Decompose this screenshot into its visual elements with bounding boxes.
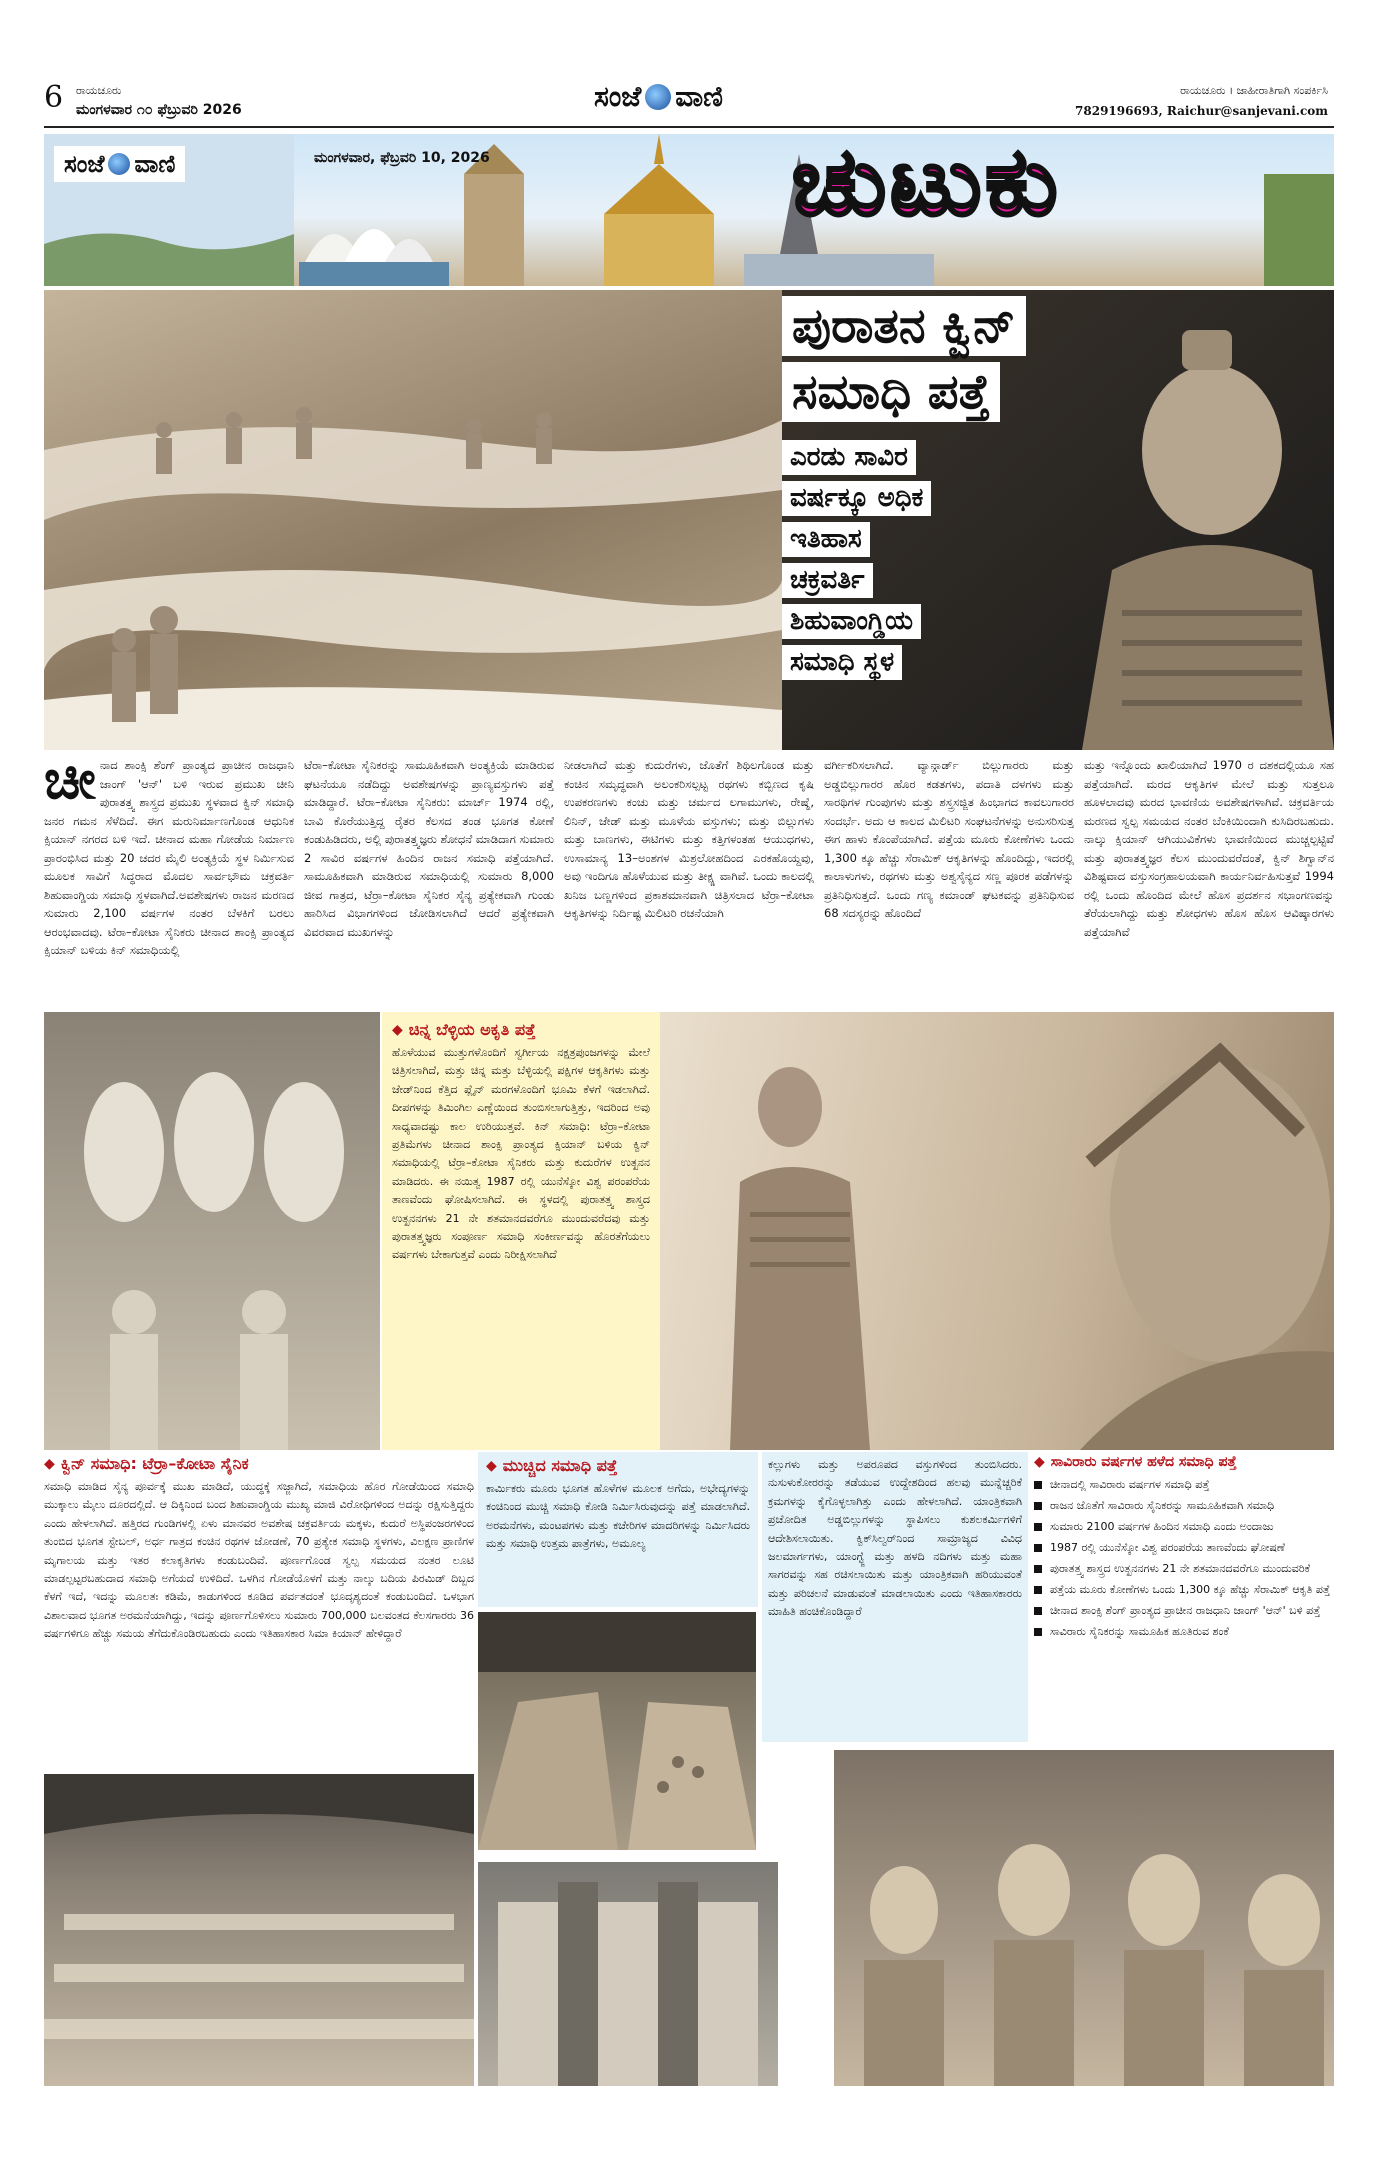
article-column-4: ವರ್ಗೀಕರಿಸಲಾಗಿದೆ. ವ್ಯಾನ್ಗಾರ್ಡ್ ಬಿಲ್ಲುಗಾರರು ಮತ್ತು ಅಡ್ಡಬಿಲ್ಲುಗಾರರ ಹೊರ ಕಡತಗಳು, ಪದಾತಿ ದಳಗಳು ಮತ್ತು ಸಾರಥಿಗಳ ಗುಂಪುಗಳು ಮತ್ತು ಶಸ್ತ್ರಸಜ್ಜಿತ ಹಿಂಭಾಗದ ಕಾವಲುಗಾರರ ಸಂದರ್ಭೆ. ಅದು ಆ ಕಾಲದ ಮಿಲಿಟರಿ ಸಂಘಟನೆಗಳನ್ನು ಅನುಸರಿಸುತ್ತ ಈಗ ಹಾಳು ಕೊಂಪೆಯಾಗಿದೆ. ಪತ್ತೆಯ ಮೂರು ಕೋಣೆಗಳು ಒಂದು 1,300 ಕ್ಕೂ ಹೆಚ್ಚು ಸೆರಾಮಿಕ್ ಆಕೃತಿಗಳನ್ನು ಹೊಂದಿದ್ದು, ಇದರಲ್ಲಿ ಕಾಲಾಳುಗಳು, ರಥಗಳು ಮತ್ತು ಅಶ್ವಸೈನ್ಯದ ಸಣ್ಣ ಪೂರಕ ಪಡೆಗಳನ್ನು ಪ್ರತಿನಿಧಿಸುತ್ತದೆ. ಒಂದು ಗಣ್ಯ ಕಮಾಂಡ್ ಘಟಕವನ್ನು ಪ್ರತಿನಿಧಿಸುವ 68 ಸದಸ್ಯರನ್ನು ಹೊಂದಿದೆ (824, 758, 1074, 920)
facts-box (1034, 1452, 1334, 1742)
small-find-heading-text: ಚಿನ್ನ ಬೆಳ್ಳಿಯ ಅಕೃತಿ ಪತ್ತೆ (408, 1020, 536, 1039)
list-item (1034, 1518, 1334, 1535)
globe-icon (645, 84, 671, 110)
banner-collage (44, 134, 1334, 286)
list-item (1034, 1476, 1334, 1493)
banner-logo-right: ವಾಣಿ (134, 150, 176, 178)
museum-hall-photo (44, 1774, 474, 2086)
drop-cap: ಚೀ (44, 756, 96, 811)
list-item (1034, 1581, 1334, 1598)
excavation-pit-photo (44, 290, 782, 750)
subtitle-line: ವರ್ಷಕ್ಕೂ ಅಧಿಕ (782, 481, 931, 516)
logo-text-left: ಸಂಜೆ (594, 80, 642, 113)
headline-title (782, 296, 1026, 356)
square-bullet-icon (1034, 1481, 1042, 1489)
list-item (1034, 1623, 1334, 1640)
army-rows-photo (478, 1862, 778, 2086)
banner-date: ಮಂಗಳವಾರ, ಫೆಬ್ರವರಿ 10, 2026 (314, 150, 490, 166)
square-bullet-icon (1034, 1607, 1042, 1615)
square-bullet-icon (1034, 1502, 1042, 1510)
diamond-bullet-icon: ◆ (1034, 1454, 1045, 1470)
article-col1-text: ನಾದ ಶಾಂಕ್ಸಿ ಶೆಂಗ್ ಪ್ರಾಂತ್ಯದ ಪ್ರಾಚೀನ ರಾಜಧಾನಿ ಜಾಂಗ್ 'ಆನ್' ಬಳಿ ಇರುವ ಪ್ರಮುಖ ಚೀನಿ ಪುರಾತತ್ತ್ವ ಶಾಸ್ತ್ರದ ಪ್ರಮುಖ ಸ್ಥಳವಾದ ಕ್ವಿನ್ ಸಮಾಧಿ ಜನರ ಗಮನ ಸೆಳೆದಿದೆ. ಈಗ ಮರುನಿರ್ಮಾಣಗೊಂಡ ಆಧುನಿಕ ಕ್ಸಿಯಾನ್ ನಗರದ ಬಳಿ ಇದೆ. ಚೀನಾದ ಮಹಾ ಗೋಡೆಯ ನಿರ್ಮಾಣ ಪ್ರಾರಂಭಿಸಿದ ಮತ್ತು 20 ಚದರ ಮೈಲಿ ಅಂತ್ಯಕ್ರಿಯೆ ಸ್ಥಳ ನಿರ್ಮಿಸುವ ಮೂಲಕ ಸಾವಿಗೆ ಸಿದ್ಧರಾದ ಮೊದಲ ಸಾರ್ವಭೌಮ ಚಕ್ರವರ್ತಿ ಶಿಹುವಾಂಗ್ಡಿಯ ಸಮಾಧಿ ಸ್ಥಳವಾಗಿದೆ.ಅವಶೇಷಗಳು ರಾಜನ ಮರಣದ ಸುಮಾರು 2,100 ವರ್ಷಗಳ ನಂತರ ಬೆಳಕಿಗೆ ಬರಲು ಆರಂಭವಾದವು. ಟೆರಾ–ಕೋಟಾ ಸೈನಿಕರು ಚೀನಾದ ಶಾಂಕ್ಸಿ ಪ್ರಾಂತ್ಯದ ಕ್ಸಿಯಾನ್ ಬಳಿಯ ಕಿನ್ ಸಮಾಧಿಯಲ್ಲಿ (44, 758, 294, 957)
excavation-pit-image (44, 290, 782, 750)
article-column-3: ನೀಡಲಾಗಿದೆ ಮತ್ತು ಕುದುರೆಗಳು, ಜೊತೆಗೆ ಶಿಥಿಲಗೊಂಡ ಮತ್ತು ಕಂಚಿನ ಸಮೃದ್ಧವಾಗಿ ಅಲಂಕರಿಸಲ್ಪಟ್ಟ ರಥಗಳು ಕಬ್ಬಿಣದ ಕೃಷಿ ಉಪಕರಣಗಳು ಕಂಚು ಮತ್ತು ಚರ್ಮದ ಲಗಾಮುಗಳು, ರೇಷ್ಮೆ, ಲಿನಿನ್, ಜೇಡ್ ಮತ್ತು ಮೂಳೆಯ ವಸ್ತುಗಳು; ಮತ್ತು ಬಿಲ್ಲುಗಳು ಮತ್ತು ಬಾಣಗಳು, ಈಟಿಗಳು ಮತ್ತು ಕತ್ತಿಗಳಂತಹ ಆಯುಧಗಳು, ಉಸಾಮಾನ್ಯ 13–ಅಂಶಗಳ ಮಿಶ್ರಲೋಹದಿಂದ ಎರಕಹೊಯ್ದವು, ಅವು ಇಂದಿಗೂ ಹೊಳೆಯುವ ಮತ್ತು ತೀಕ್ಷ್ಣ ವಾಗಿವೆ. ಒಂದು ಕಾಲದಲ್ಲಿ ಖನಿಜ ಬಣ್ಣಗಳಿಂದ ಪ್ರಕಾಶಮಾನವಾಗಿ ಚಿತ್ರಿಸಲಾದ ಟೆರ್ರಾ–ಕೋಟಾ ಆಕೃತಿಗಳನ್ನು ನಿರ್ದಿಷ್ಟ ಮಿಲಿಟರಿ ರಚನೆಯಾಗಿ (564, 758, 814, 920)
headline-line-1: ಪುರಾತನ ಕ್ವಿನ್ (792, 298, 1016, 354)
warrior-heading (44, 1452, 474, 1478)
square-bullet-icon (1034, 1565, 1042, 1573)
kneeling-archer-image (660, 1012, 1334, 1450)
headline-line-2: ಸಮಾಧಿ ಪತ್ತೆ (792, 364, 991, 420)
horses-photo (44, 1012, 380, 1450)
subtitle-line: ಶಿಹುವಾಂಗ್ಡಿಯ (782, 604, 921, 639)
square-bullet-icon (1034, 1628, 1042, 1636)
article-column-2: ಟೆರಾ–ಕೋಟಾ ಸೈನಿಕರನ್ನು ಸಾಮೂಹಿಕವಾಗಿ ಅಂತ್ಯಕ್ರಿಯೆ ಮಾಡಿರುವ ಘಟನೆಯೂ ನಡೆದಿದ್ದು ಅವಶೇಷಗಳನ್ನು ಪ್ರಾಣ್ಯವಸ್ತುಗಳು ಪತ್ತೆ ಮಾಡಿದ್ದಾರೆ. ಟೆರಾ–ಕೋಟಾ ಸೈನಿಕರು: ಮಾರ್ಚ್ 1974 ರಲ್ಲಿ, ಬಾವಿ ಕೊರೆಯುತ್ತಿದ್ದ ರೈತರ ಕೆಲಸದ ತಂಡ ಭೂಗತ ಕೋಣೆ ಕಂಡುಹಿಡಿದರು, ಅಲ್ಲಿ ಪುರಾತತ್ತ್ವಜ್ಞರು ಶೋಧನೆ ಮಾಡಿದಾಗ ಸುಮಾರು 2 ಸಾವಿರ ವರ್ಷಗಳ ಹಿಂದಿನ ರಾಜನ ಸಮಾಧಿ ಪತ್ತೆಯಾಗಿದೆ. ಸಾಮೂಹಿಕವಾಗಿ ಮಾಡಿರುವ ಸಮಾಧಿಯಲ್ಲಿ ಸುಮಾರು 8,000 ಜೀವ ಗಾತ್ರದ, ಟೆರ್ರಾ–ಕೋಟಾ ಸೈನಿಕರ ಸೈನ್ಯ ಪ್ರತ್ಯೇಕವಾಗಿ ಗುಂಡು ಹಾರಿಸಿದ ವಿಭಾಗಗಳಿಂದ ಜೋಡಿಸಲಾಗಿದೆ ಆದರೆ ಪ್ರತ್ಯೇಕವಾಗಿ ವಿವರವಾದ ಮುಖಗಳನ್ನು (304, 758, 554, 939)
hidden-tomb-box (478, 1452, 758, 1607)
small-find-text: ಹೊಳೆಯುವ ಮುತ್ತುಗಳೊಂದಿಗೆ ಸ್ವರ್ಗೀಯ ನಕ್ಷತ್ರಪುಂಜಗಳನ್ನು ಮೇಲೆ ಚಿತ್ರಿಸಲಾಗಿದೆ, ಮತ್ತು ಚಿನ್ನ ಮತ್ತು ಬೆಳ್ಳಿಯಲ್ಲಿ ಪಕ್ಷಿಗಳ ಆಕೃತಿಗಳು ಮತ್ತು ಜೇಡ್‌ನಿಂದ ಕೆತ್ತಿದ ಪ್ಲೈನ್ ಮರಗಳೊಂದಿಗೆ ಭೂಮಿ ಕೆಳಗೆ ಇಡಲಾಗಿದೆ. ದೀಪಗಳನ್ನು ತಿಮಿಂಗಿಲ ಎಣ್ಣೆಯಿಂದ ತುಂಬಿಸಲಾಗುತ್ತಿತ್ತು, ಇದರಿಂದ ಅವು ಸಾಧ್ಯವಾದಷ್ಟು ಕಾಲ ಉರಿಯುತ್ತವೆ. ಕಿನ್ ಸಮಾಧಿ: ಟೆರ್ರಾ–ಕೋಟಾ ಪ್ರತಿಮೆಗಳು ಚೀನಾದ ಶಾಂಕ್ಸಿ ಪ್ರಾಂತ್ಯದ ಕ್ಸಿಯಾನ್ ಬಳಿಯ ಕ್ವಿನ್ ಸಮಾಧಿಯಲ್ಲಿ ಟೆರ್ರಾ–ಕೋಟಾ ಸೈನಿಕರು ಮತ್ತು ಕುದುರೆಗಳ ಉತ್ಖನನ ಮಾಡಿದರು. ಈ ನಯಿತ್ವ 1987 ರಲ್ಲಿ ಯುನೆಸ್ಕೋ ವಿಶ್ವ ಪರಂಪರೆಯ ತಾಣವೆಂದು ಘೋಷಿಸಲಾಗಿದೆ. ಈ ಸ್ಥಳದಲ್ಲಿ ಪುರಾತತ್ತ್ವ ಶಾಸ್ತ್ರದ ಉತ್ಖನನಗಳು 21 ನೇ ಶತಮಾನದವರೆಗೂ ಮುಂದುವರೆದವು ಮತ್ತು ಪುರಾತತ್ತ್ವಜ್ಞರು ಸಂಪೂರ್ಣ ಸಮಾಧಿ ಸಂಕೀರ್ಣವನ್ನು ಹೊರತೆಗೆಯಲು ವರ್ಷಗಳು ಬೇಕಾಗುತ್ತವೆ ಎಂದು ನಿರೀಕ್ಷಿಸಲಾಗಿದೆ (392, 1046, 650, 1262)
masthead-divider (44, 126, 1334, 128)
banner-logo (54, 146, 185, 182)
advert-contact-label: ರಾಯಚೂರು । ಜಾಹೀರಾತಿಗಾಗಿ ಸಂಪರ್ಕಿಸಿ (1180, 84, 1328, 97)
diamond-bullet-icon: ◆ (44, 1456, 55, 1472)
article-column-1 (44, 756, 294, 1008)
hidden-tomb-heading-text: ಮುಚ್ಚಿದ ಸಮಾಧಿ ಪತ್ತೆ (502, 1456, 618, 1475)
fact-text: ಚೀನಾದ ಶಾಂಕ್ಸಿ ಶೆಂಗ್ ಪ್ರಾಂತ್ಯದ ಪ್ರಾಚೀನ ರಾಜಧಾನಿ ಜಾಂಗ್ 'ಆನ್' ಬಳಿ ಪತ್ತೆ (1050, 1604, 1321, 1617)
fact-text: ಸುಮಾರು 2100 ವರ್ಷಗಳ ಹಿಂದಿನ ಸಮಾಧಿ ಎಂದು ಅಂದಾಜು (1050, 1520, 1274, 1533)
date-line: ಮಂಗಳವಾರ ೧೦ ಫೆಬ್ರುವರಿ 2026 (76, 102, 242, 118)
facts-list (1034, 1476, 1334, 1640)
kneeling-archer-photo (660, 1012, 1334, 1450)
army-rows-image (478, 1862, 778, 2086)
headline-box (782, 290, 1334, 750)
facts-heading (1034, 1452, 1334, 1476)
headline-title-2 (782, 362, 1000, 422)
fact-text: 1987 ರಲ್ಲಿ ಯುನೆಸ್ಕೋ ವಿಶ್ವ ಪರಂಪರೆಯ ತಾಣವೆಂದು ಘೋಷಣೆ (1050, 1541, 1285, 1554)
pit-overview-image (478, 1612, 756, 1850)
section-title: ಚುಟುಕು (792, 134, 1062, 237)
fact-text: ಪುರಾತತ್ತ್ವ ಶಾಸ್ತ್ರದ ಉತ್ಖನನಗಳು 21 ನೇ ಶತಮಾನದವರೆಗೂ ಮುಂದುವರಿಕೆ (1050, 1562, 1311, 1575)
soldier-faces-photo (834, 1750, 1334, 2086)
hidden-tomb-heading (478, 1452, 758, 1480)
subtitle-line: ಚಕ್ರವರ್ತಿ (782, 563, 873, 598)
fact-text: ರಾಜನ ಜೊತೆಗೆ ಸಾವಿರಾರು ಸೈನಿಕರನ್ನು ಸಾಮೂಹಿಕವಾಗಿ ಸಮಾಧಿ (1050, 1499, 1275, 1512)
article-column-5: ಮತ್ತು ಇನ್ನೊಂದು ಖಾಲಿಯಾಗಿದೆ 1970 ರ ದಶಕದಲ್ಲಿಯೂ ಸಹ ಪತ್ತೆಯಾಗಿದೆ. ಮರದ ಆಕೃತಿಗಳ ಮೇಲೆ ಮತ್ತು ಸುತ್ತಲೂ ಹೂಳಲಾದವು ಮರದ ಭಾವಣಿಯ ಅವಶೇಷಗಳಾಗಿವೆ. ಚಕ್ರವರ್ತಿಯ ಮರಣದ ಸ್ವಲ್ಪ ಸಮಯದ ನಂತರ ಬೆಂಕಿಯಿಂದಾಗಿ ಕುಸಿದಿರಬಹುದು. ನಾಲ್ಕು ಕ್ಸಿಯಾನ್ ಆಗಿಯುವಿಕೆಗಳು ಭಾವಣಿಯಿಂದ ಮುಚ್ಚಲ್ಪಟ್ಟಿವೆ ಮತ್ತು ಪುರಾತತ್ತ್ವಜ್ಞರ ಕೆಲಸ ಮುಂದುವರೆದಂತೆ, ಕ್ವಿನ್ ಶಿಗ್ವಾನ್‌ನ ವಿಶಿಷ್ಟವಾದ ವಸ್ತುಸಂಗ್ರಹಾಲಯವಾಗಿ ಕಾರ್ಯನಿರ್ವಹಿಸುತ್ತವೆ 1994 ರಲ್ಲಿ ಒಂದು ಹೊಂದಿದ ಮೇಲೆ ಹೊಸ ಪ್ರದರ್ಶನ ಸಭಾಂಗಣವನ್ನು ತೆರೆಯಲಾಗಿದ್ದು ಮತ್ತು ಶೋಧಗಳು ಹೊಸ ಹೊಸ ಆವಿಷ್ಕಾರಗಳು ಪತ್ತೆಯಾಗಿವೆ (1084, 758, 1334, 939)
hidden-tomb-text: ಕಾರ್ಮಿಕರು ಮೂರು ಭೂಗತ ಹೊಳೆಗಳ ಮೂಲಕ ಅಗೆದು, ಅಭೇದ್ಯಗಳನ್ನು ಕಂಚಿನಿಂದ ಮುಚ್ಚಿ ಸಮಾಧಿ ಕೋಡಿ ನಿರ್ಮಿಸಿರುವುದನ್ನು ಪತ್ತೆ ಮಾಡಲಾಗಿದೆ. ಅರಮನೆಗಳು, ಮಂಟಪಗಳು ಮತ್ತು ಕಚೇರಿಗಳ ಮಾದರಿಗಳನ್ನು ನಿರ್ಮಿಸಿದರು ಮತ್ತು ಸಮಾಧಿ ಉತ್ತಮ ಪಾತ್ರೆಗಳು, ಅಮೂಲ್ಯ (486, 1482, 750, 1551)
square-bullet-icon (1034, 1523, 1042, 1531)
fact-text: ಸಾವಿರಾರು ಸೈನಿಕರನ್ನು ಸಾಮೂಹಿಕ ಹೂತಿರುವ ಶಂಕೆ (1050, 1625, 1229, 1638)
warrior-heading-text: ಕ್ವಿನ್ ಸಮಾಧಿ: ಟೆರ್ರಾ–ಕೋಟಾ ಸೈನಿಕ (60, 1454, 249, 1473)
list-item (1034, 1602, 1334, 1619)
advert-contact-details: 7829196693, Raichur@sanjevani.com (1075, 104, 1328, 118)
horses-image (44, 1012, 380, 1450)
list-item (1034, 1497, 1334, 1514)
list-item (1034, 1560, 1334, 1577)
museum-hall-image (44, 1774, 474, 2086)
square-bullet-icon (1034, 1586, 1042, 1594)
banner-landmarks-image (44, 134, 1334, 286)
diamond-bullet-icon: ◆ (392, 1022, 403, 1038)
fact-text: ಪತ್ತೆಯ ಮೂರು ಕೋಣೆಗಳು ಒಂದು 1,300 ಕ್ಕೂ ಹೆಚ್ಚು ಸೆರಾಮಿಕ್ ಆಕೃತಿ ಪತ್ತೆ (1050, 1583, 1331, 1596)
fact-text: ಚೀನಾದಲ್ಲಿ ಸಾವಿರಾರು ವರ್ಷಗಳ ಸಮಾಧಿ ಪತ್ತೆ (1050, 1478, 1210, 1491)
subtitle-line: ಎರಡು ಸಾವಿರ (782, 440, 916, 475)
facts-heading-text: ಸಾವಿರಾರು ವರ್ಷಗಳ ಹಳೆದ ಸಮಾಧಿ ಪತ್ತೆ (1050, 1454, 1237, 1470)
headline-subtitle (782, 440, 1042, 680)
soldier-faces-image (834, 1750, 1334, 2086)
diamond-bullet-icon: ◆ (486, 1458, 497, 1474)
banner-logo-left: ಸಂಜೆ (64, 150, 105, 178)
page-number: 6 (44, 80, 64, 115)
edition-label: ರಾಯಚೂರು (76, 84, 122, 97)
subtitle-line: ಸಮಾಧಿ ಸ್ಥಳ (782, 645, 902, 680)
subtitle-line: ಇತಿಹಾಸ (782, 522, 870, 557)
logo-text-right: ವಾಣಿ (675, 80, 723, 113)
banner-globe-icon (108, 153, 130, 175)
small-find-heading (382, 1012, 660, 1044)
list-item (1034, 1539, 1334, 1556)
warrior-text: ಸಮಾಧಿ ಮಾಡಿದ ಸೈನ್ಯ ಪೂರ್ವಕ್ಕೆ ಮುಖ ಮಾಡಿದೆ, ಯುದ್ಧಕ್ಕೆ ಸಜ್ಜಾಗಿದೆ, ಸಮಾಧಿಯ ಹೊರ ಗೋಡೆಯಿಂದ ಸಮಾಧಿ ಮುಕ್ಕಾಲು ಮೈಲು ದೂರದಲ್ಲಿದೆ. ಆ ದಿಕ್ಕಿನಿಂದ ಬಂದ ಶಿಹುವಾಂಗ್ಡಿಯ ಮುಖ್ಯ ಮಾಜಿ ವಿರೋಧಿಗಳಿಂದ ಅದನ್ನು ರಕ್ಷಿಸುತ್ತಿದ್ದರು ಎಂದು ಹೇಳಲಾಗಿದೆ. ಹತ್ತಿರದ ಗುಂಡಿಗಳಲ್ಲಿ ಏಳು ಮಾನವರ ಅವಶೇಷ ಚಕ್ರವರ್ತಿಯ ಮಕ್ಕಳು, ಕುದುರೆ ಅಸ್ಥಿಪಂಜರಗಳಿಂದ ತುಂಬಿದ ಭೂಗತ ಸ್ಟೇಬಲ್, ಅರ್ಧ ಗಾತ್ರದ ಕಂಚಿನ ರಥಗಳ ಜೋಡಣೆ, 70 ಪ್ರತ್ಯೇಕ ಸಮಾಧಿ ಸ್ಥಳಗಳು, ವಿಲಕ್ಷಣ ಪ್ರಾಣಿಗಳ ಮೃಗಾಲಯ ಮತ್ತು ಇತರ ಕಲಾಕೃತಿಗಳು ಕಂಡುಬಂದಿವೆ. ಪೂರ್ಣಗೊಂಡ ಸ್ವಲ್ಪ ಸಮಯದ ನಂತರ ಲೂಟಿ ಮಾಡಲ್ಪಟ್ಟರಬಹುದಾದ ಸಮಾಧಿ ಅಗೆಯದೆ ಉಳಿದಿದೆ. ಒಳಗಿನ ಗೋಡೆಯೊಳಗೆ ಮತ್ತು ನಾಲ್ಕು ಬದಿಯ ಪಿರಮಿಡ್ ದಿಬ್ಬದ ಕೆಳಗೆ ಇದೆ, ಇದನ್ನು ಮೂಲತಃ ಕಡಿಮೆ, ಕಾಡುಗಳಿಂದ ಕೂಡಿದ ಪರ್ವತದಂತೆ ಭೂದೃಶ್ಯದಂತೆ ಕಂಡುಬಂದಿದೆ. ಒಳಭಾಗ ವಿಶಾಲವಾದ ಭೂಗತ ಅರಮನೆಯಾಗಿದ್ದು, ಇದನ್ನು ಪೂರ್ಣಗೊಳಿಸಲು ಸುಮಾರು 700,000 ಬಲವಂತದ ಕೆಲಸಗಾರರು 36 ವರ್ಷಗಳಿಗೂ ಹೆಚ್ಚು ಸಮಯ ತೆಗೆದುಕೊಂಡಿರಬಹುದು ಎಂದು ಇತಿಹಾಸಕಾರ ಸಿಮಾ ಕಿಯಾನ್ ಹೇಳಿದ್ದಾರೆ (44, 1480, 474, 1641)
masthead-logo (594, 80, 723, 114)
square-bullet-icon (1034, 1544, 1042, 1552)
hidden-tomb-continued: ಕಲ್ಲುಗಳು ಮತ್ತು ಅಪರೂಪದ ವಸ್ತುಗಳಿಂದ ತುಂಬಿಸಿದರು. ನುಸುಳುಕೋರರನ್ನು ತಡೆಯುವ ಉದ್ದೇಶದಿಂದ ಹಲವು ಮುನ್ನೆಚ್ಚರಿಕೆ ಕ್ರಮಗಳನ್ನು ಕೈಗೊಳ್ಳಲಾಗಿತ್ತು ಎಂದು ಹೇಳಲಾಗಿದೆ. ಯಾಂತ್ರಿಕವಾಗಿ ಪ್ರಚೋದಿತ ಅಡ್ಡಬಿಲ್ಲುಗಳನ್ನು ಸ್ಥಾಪಿಸಲು ಕುಶಲಕರ್ಮಿಗಳಿಗೆ ಆದೇಶಿಸಲಾಯಿತು. ಕ್ವಿಕ್‌ಸಿಲ್ವರ್‌ನಿಂದ ಸಾಮ್ರಾಜ್ಯದ ವಿವಿಧ ಜಲಮಾರ್ಗಗಳು, ಯಾಂಗ್ಟ್ಜೆ ಮತ್ತು ಹಳದಿ ನದಿಗಳು ಮತ್ತು ಮಹಾ ಸಾಗರವನ್ನು ಸಹ ರಚಿಸಲಾಯಿತು ಮತ್ತು ಯಾಂತ್ರಿಕವಾಗಿ ಹರಿಯುವಂತೆ ಮತ್ತು ಪರಿಚಲನೆ ಮಾಡುವಂತೆ ಮಾಡಲಾಯಿತು ಎಂದು ಇತಿಹಾಸಕಾರರು ಮಾಹಿತಿ ಹಂಚಿಕೊಂಡಿದ್ದಾರೆ (762, 1452, 1028, 1742)
warrior-box (44, 1452, 474, 1770)
pit-overview-photo (478, 1612, 756, 1850)
small-find-box (382, 1012, 660, 1450)
